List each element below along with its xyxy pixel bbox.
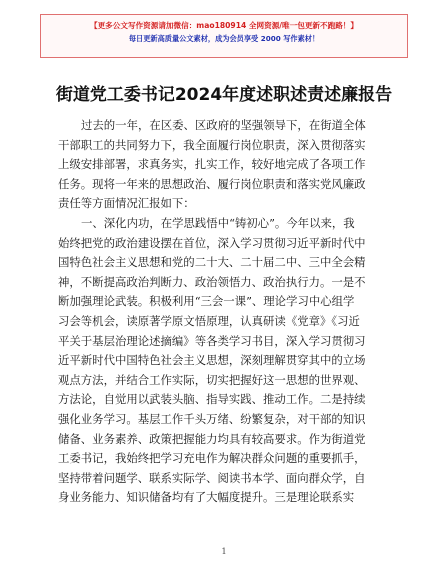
- body-line: 身业务能力、知识储备均有了大幅度提升。三是理论联系实: [58, 490, 355, 505]
- body-line: 上级安排部署，求真务实，扎实工作，较好地完成了各项工作: [58, 157, 366, 172]
- body-line: 观点方法，并结合工作实际，切实把握好这一思想的世界观、: [58, 372, 366, 387]
- promo-banner-line-2: 每日更新高质量公文素材，成为会员享受 2000 写作素材！: [128, 34, 320, 43]
- body-line: 始终把党的政治建设摆在首位，深入学习贯彻习近平新时代中: [58, 235, 366, 250]
- body-line: 近平新时代中国特色社会主义思想，深刻理解贯穿其中的立场: [58, 353, 366, 368]
- body-line: 坚持带着问题学、联系实际学、阅读书本学、面向群众学，自: [58, 470, 366, 485]
- body-line: 干部职工的共同努力下，我全面履行岗位职责，深入贯彻落实: [58, 137, 366, 152]
- body-line: 责任等方面情况汇报如下：: [58, 196, 195, 211]
- body-line: 任务。现将一年来的思想政治、履行岗位职责和落实党风廉政: [58, 176, 366, 191]
- body-line: 储备、业务素养、政策把握能力均具有较高要求。作为街道党: [58, 431, 366, 446]
- page-number: 1: [221, 547, 227, 556]
- body-line: 平关于基层治理论述摘编》等各类学习书目，深入学习贯彻习: [58, 333, 366, 348]
- body-line: 一、深化内功，在学思践悟中“铸初心”。今年以来，我: [81, 215, 355, 230]
- promo-banner: [40, 14, 408, 58]
- promo-banner-line-1: 【更多公文写作资源请加微信：mao180914 全网资源/唯一包更新不跑路！】: [90, 21, 358, 30]
- body-line: 过去的一年，在区委、区政府的坚强领导下，在街道全体: [81, 118, 366, 132]
- body-line: 断加强理论武装。积极利用“三会一课”、理论学习中心组学: [58, 294, 355, 309]
- body-line: 强化业务学习。基层工作千头万绪、纷繁复杂，对干部的知识: [58, 411, 366, 426]
- body-line: 神，不断提高政治判断力、政治领悟力、政治执行力。一是不: [58, 274, 366, 289]
- document-body: [58, 116, 394, 508]
- document-title: 街道党工委书记2024年度述职述责述廉报告: [55, 85, 393, 105]
- body-line: 国特色社会主义思想和党的二十大、二十届二中、三中全会精: [58, 255, 366, 270]
- body-line: 方法论，自觉用以武装头脑、指导实践、推动工作。二是持续: [58, 392, 366, 407]
- body-line: 工委书记，我始终把学习充电作为解决群众问题的重要抓手，: [58, 451, 366, 466]
- body-line: 习会等机会，读原著学原文悟原理，认真研读《党章》《习近: [58, 313, 360, 328]
